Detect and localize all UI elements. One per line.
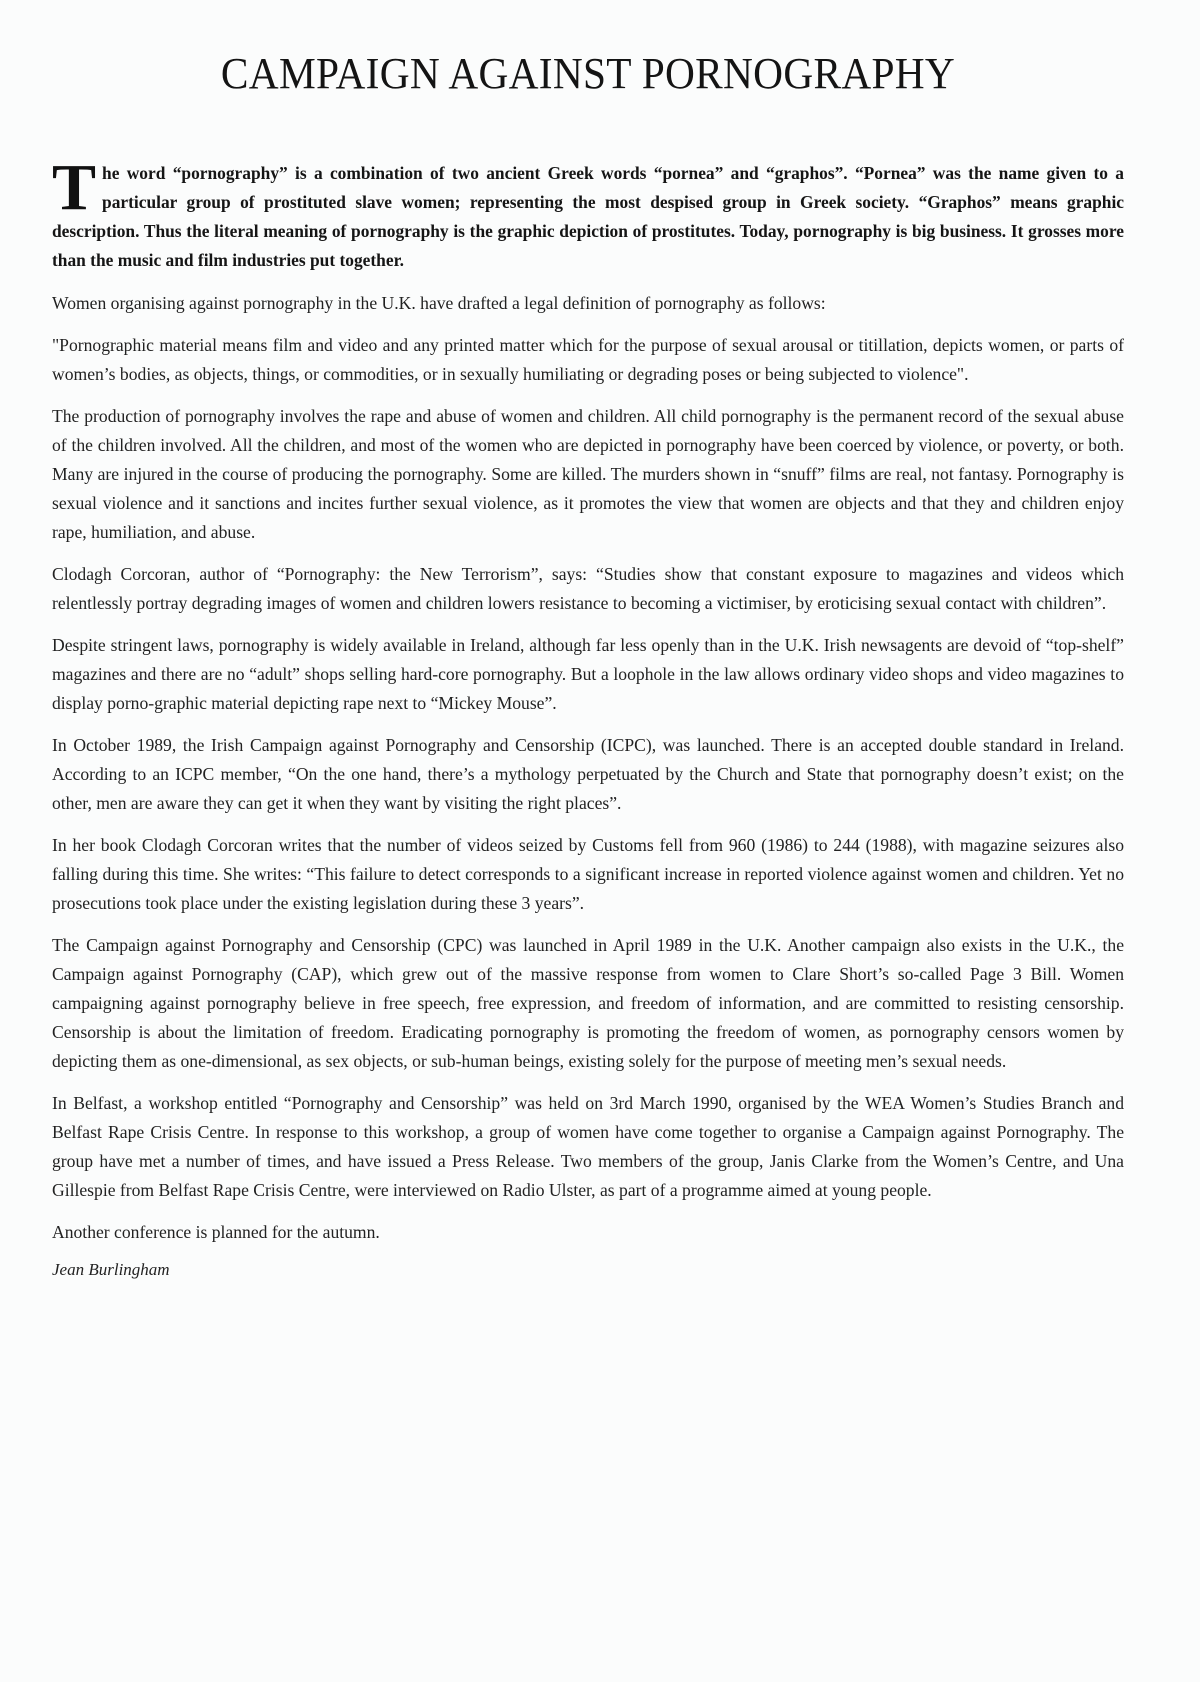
paragraph-corcoran-quote: Clodagh Corcoran, author of “Pornography: the New Terrorism”, says: “Studies show that constant exposure to magazines and videos which relentlessly portray degrading images of women and children lowers resistance to becoming a victimiser, by eroticising sexual contact with children”.	[52, 564, 1124, 613]
lead-paragraph	[52, 151, 1124, 275]
drop-cap: T	[52, 151, 97, 224]
paragraph-customs-seizures: In her book Clodagh Corcoran writes that the number of videos seized by Customs fell from 960 (1986) to 244 (1988), with magazine seizures also falling during this time. She writes: “This failure to detect corresponds to a significant increase in reported violence against women and children. Yet no prosecutions took place under the existing legislation during these 3 years”.	[52, 835, 1124, 913]
paragraph-cpc-cap: The Campaign against Pornography and Censorship (CPC) was launched in April 1989 in the U.K. Another campaign also exists in the U.K., the Campaign against Pornography (CAP), which grew out of the massive response from women to Clare Short’s so-called Page 3 Bill. Women campaigning against pornography believe in free speech, free expression, and freedom of information, and are committed to resisting censorship. Censorship is about the limitation of freedom. Eradicating pornography is promoting the freedom of women, as pornography censors women by depicting them as one-dimensional, as sex objects, or sub-human beings, existing solely for the purpose of meeting men’s sexual needs.	[52, 935, 1124, 1071]
paragraph-icpc: In October 1989, the Irish Campaign against Pornography and Censorship (ICPC), was launched. There is an accepted double standard in Ireland. According to an ICPC member, “On the one hand, there’s a mythology perpetuated by the Church and State that pornography doesn’t exist; on the other, men are aware they can get it when they want by visiting the right places”.	[52, 735, 1124, 813]
paragraph-legal-definition: "Pornographic material means film and video and any printed matter which for the purpose of sexual arousal or titillation, depicts women, or parts of women’s bodies, as objects, things, or commodities, or in sexually humiliating or degrading poses or being subjected to violence".	[52, 335, 1124, 384]
author-signature: Jean Burlingham	[52, 1260, 170, 1279]
paragraph-conference: Another conference is planned for the autumn.	[52, 1222, 380, 1242]
article-body	[52, 151, 1124, 1280]
paragraph-production: The production of pornography involves the rape and abuse of women and children. All child pornography is the permanent record of the sexual abuse of the children involved. All the children, and most of the women who are depicted in pornography have been coerced by violence, or poverty, or both. Many are injured in the course of producing the pornography. Some are killed. The murders shown in “snuff” films are real, not fantasy. Pornography is sexual violence and it sanctions and incites further sexual violence, as it promotes the view that women are objects and that they and children enjoy rape, humiliation, and abuse.	[52, 406, 1124, 542]
lead-text: he word “pornography” is a combination of two ancient Greek words “pornea” and “graphos”. “Pornea” was the name given to a particular group of prostituted slave women; representing the most despised group in Greek society. “Graphos” means graphic description. Thus the literal meaning of pornography is the graphic depiction of prostitutes. Today, pornography is big business. It grosses more than the music and film industries put together.	[52, 163, 1124, 270]
paragraph-belfast-workshop: In Belfast, a workshop entitled “Pornography and Censorship” was held on 3rd March 1990, organised by the WEA Women’s Studies Branch and Belfast Rape Crisis Centre. In response to this workshop, a group of women have come together to organise a Campaign against Pornography. The group have met a number of times, and have issued a Press Release. Two members of the group, Janis Clarke from the Women’s Centre, and Una Gillespie from Belfast Rape Crisis Centre, were interviewed on Radio Ulster, as part of a programme aimed at young people.	[52, 1093, 1124, 1200]
paragraph-legal-intro: Women organising against pornography in the U.K. have drafted a legal definition of pornography as follows:	[52, 293, 826, 313]
paragraph-ireland-laws: Despite stringent laws, pornography is widely available in Ireland, although far less openly than in the U.K. Irish newsagents are devoid of “top-shelf” magazines and there are no “adult” shops selling hard-core pornography. But a loophole in the law allows ordinary video shops and video magazines to display porno-graphic material depicting rape next to “Mickey Mouse”.	[52, 635, 1124, 713]
document-title: CAMPAIGN AGAINST PORNOGRAPHY	[220, 49, 956, 98]
